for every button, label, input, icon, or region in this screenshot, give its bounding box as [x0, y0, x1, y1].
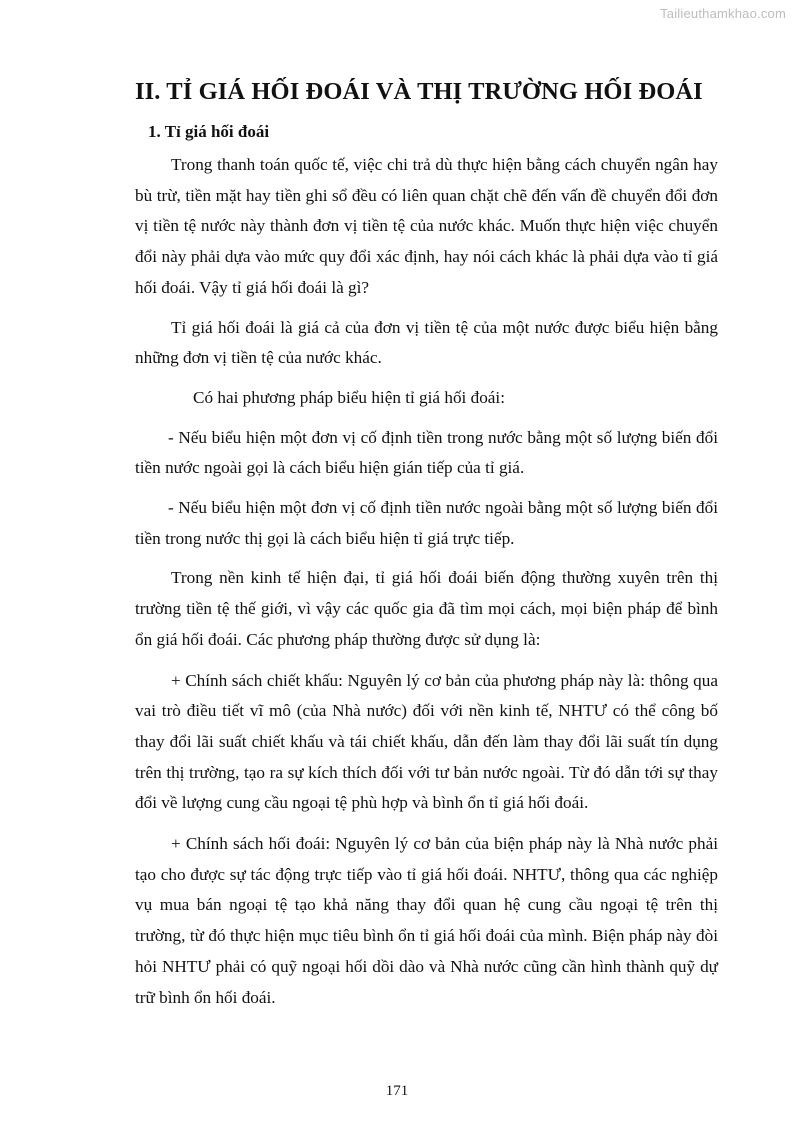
body-text — [135, 150, 718, 1013]
paragraph-intro: Trong thanh toán quốc tế, việc chi trả dù thực hiện bằng cách chuyển ngân hay bù trừ, tiền mặt hay tiền ghi sổ đều có liên quan chặt chẽ đến vấn đề chuyển đổi đơn vị tiền tệ nước này thành đơn vị tiền tệ của nước khác. Muốn thực hiện việc chuyển đổi này phải dựa vào mức quy đổi xác định, hay nói cách khác là phải dựa vào tỉ giá hối đoái. Vậy tỉ giá hối đoái là gì? — [135, 155, 718, 297]
section-heading: 1. Tỉ giá hối đoái — [148, 122, 270, 141]
page-title: II. TỈ GIÁ HỐI ĐOÁI VÀ THỊ TRƯỜNG HỐI ĐOÁI — [135, 78, 703, 105]
paragraph-exchange-policy: + Chính sách hối đoái: Nguyên lý cơ bản của biện pháp này là Nhà nước phải tạo cho được sự tác động trực tiếp vào tỉ giá hối đoái. NHTƯ, thông qua các nghiệp vụ mua bán ngoại tệ tạo khả năng thay đổi quan hệ cung cầu ngoại tệ trên thị trường, từ đó thực hiện mục tiêu bình ổn tỉ giá hối đoái của mình. Biện pháp này đòi hỏi NHTƯ phải có quỹ ngoại hối dồi dào và Nhà nước cũng cần hình thành quỹ dự trữ bình ổn hối đoái. — [135, 834, 718, 1007]
paragraph-definition: Tỉ giá hối đoái là giá cả của đơn vị tiền tệ của một nước được biểu hiện bằng những đơn vị tiền tệ của nước khác. — [135, 317, 718, 368]
paragraph-indirect-quote: - Nếu biểu hiện một đơn vị cố định tiền trong nước bằng một số lượng biến đổi tiền nước ngoài gọi là cách biểu hiện gián tiếp của tỉ giá. — [135, 427, 718, 478]
watermark-text: Tailieuthamkhao.com — [660, 6, 786, 21]
paragraph-methods-lead: Có hai phương pháp biểu hiện tỉ giá hối đoái: — [193, 387, 505, 407]
page-number: 171 — [385, 1083, 409, 1099]
paragraph-discount-policy: + Chính sách chiết khấu: Nguyên lý cơ bản của phương pháp này là: thông qua vai trò điều tiết vĩ mô (của Nhà nước) đối với nền kinh tế, NHTƯ có thể công bố thay đổi lãi suất chiết khấu và tái chiết khấu, dẫn đến làm thay đổi lãi suất tín dụng trên thị trường, tạo ra sự kích thích đối với tư bản nước ngoài. Từ đó dẫn tới sự thay đổi về lượng cung cầu ngoại tệ phù hợp và bình ổn tỉ giá hối đoái. — [135, 670, 718, 813]
paragraph-stabilization: Trong nền kinh tế hiện đại, tỉ giá hối đoái biến động thường xuyên trên thị trường tiền tệ thế giới, vì vậy các quốc gia đã tìm mọi cách, mọi biện pháp để bình ổn giá hối đoái. Các phương pháp thường được sử dụng là: — [135, 568, 718, 649]
paragraph-direct-quote: - Nếu biểu hiện một đơn vị cố định tiền nước ngoài bằng một số lượng biến đổi tiền trong nước thị gọi là cách biểu hiện tỉ giá trực tiếp. — [135, 498, 718, 548]
